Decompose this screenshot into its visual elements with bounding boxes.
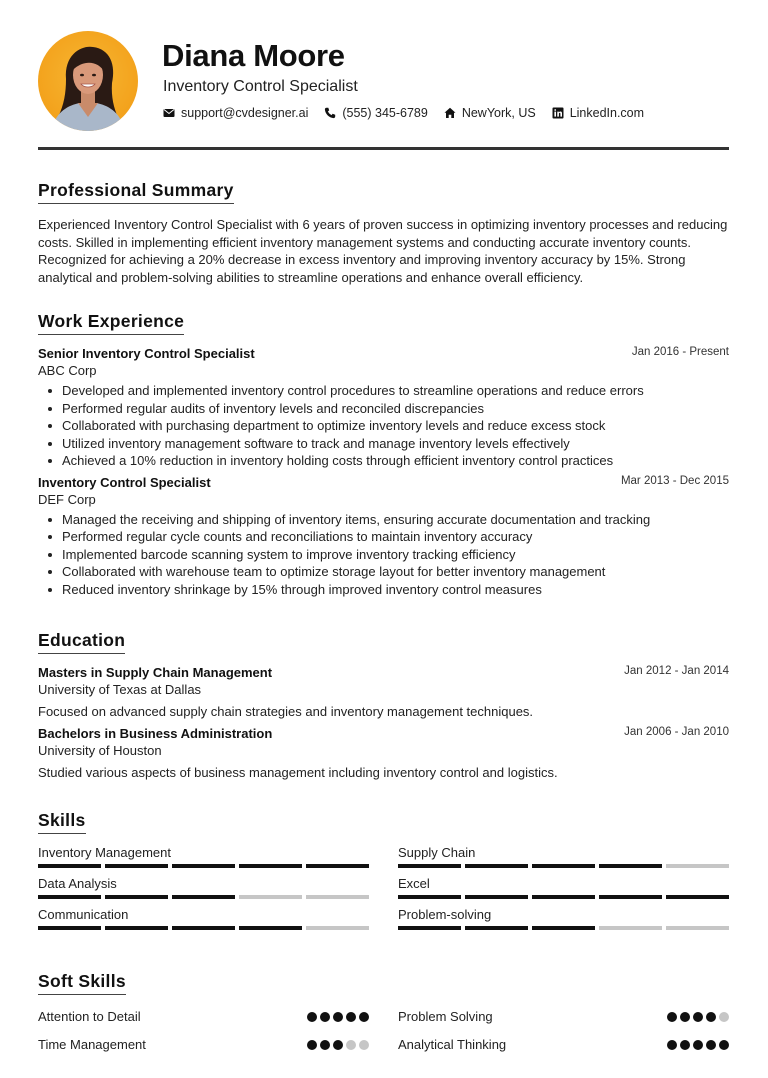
skill-level-segment [306, 864, 369, 868]
skill-level-segment [38, 895, 101, 899]
skill-item [38, 876, 369, 899]
contact-phone[interactable] [324, 106, 427, 120]
skill-level-segment [532, 895, 595, 899]
skill-name: Inventory Management [38, 845, 171, 860]
soft-skill-rating [667, 1012, 729, 1022]
job-bullet: Developed and implemented inventory control procedures to streamline operations and reduce errors [38, 382, 729, 400]
contact-linkedin-text: LinkedIn.com [569, 106, 645, 120]
job-title: Inventory Control Specialist [38, 474, 211, 490]
skill-level-segment [172, 864, 235, 868]
rating-dot [706, 1040, 716, 1050]
job-title: Senior Inventory Control Specialist [38, 346, 255, 361]
rating-dot [680, 1040, 690, 1050]
rating-dot [706, 1012, 716, 1022]
rating-dot [307, 1012, 317, 1022]
contact-location-text: NewYork, US [461, 106, 536, 120]
skill-level-segment [38, 864, 101, 868]
skills-section [38, 810, 729, 930]
rating-dot [320, 1012, 330, 1022]
skills-grid [38, 845, 729, 930]
skill-level-segment [465, 895, 528, 899]
skill-level-bar [398, 926, 729, 930]
soft-skill-name: Attention to Detail [38, 1009, 141, 1024]
skill-level-segment [666, 864, 729, 868]
degree-dates: Jan 2012 - Jan 2014 [624, 665, 729, 677]
soft-skills-heading: Soft Skills [38, 971, 126, 995]
skill-level-segment [599, 895, 662, 899]
skill-level-segment [666, 926, 729, 930]
rating-dot [346, 1012, 356, 1022]
skill-level-segment [465, 926, 528, 930]
job-dates: Jan 2016 - Present [631, 346, 729, 358]
soft-skill-item [398, 1037, 729, 1052]
avatar [38, 31, 138, 131]
soft-skill-rating [307, 1040, 369, 1050]
rating-dot [680, 1012, 690, 1022]
soft-skill-name: Analytical Thinking [398, 1037, 507, 1052]
job-bullet: Achieved a 10% reduction in inventory holding costs through efficient inventory control practices [38, 452, 729, 470]
contact-phone-text: (555) 345-6789 [342, 106, 428, 120]
education-section [38, 630, 729, 780]
skill-level-segment [398, 895, 461, 899]
skill-level-segment [532, 864, 595, 868]
candidate-title: Inventory Control Specialist [163, 78, 358, 95]
skill-level-segment [105, 926, 168, 930]
skill-level-segment [105, 895, 168, 899]
skill-level-segment [306, 926, 369, 930]
skill-level-segment [599, 926, 662, 930]
degree-name: Bachelors in Business Administration [38, 726, 273, 741]
skill-name: Communication [38, 907, 129, 922]
rating-dot [693, 1012, 703, 1022]
skill-item [398, 876, 729, 899]
skill-level-segment [398, 926, 461, 930]
linkedin-icon [552, 107, 564, 119]
skill-level-segment [306, 895, 369, 899]
job-bullet: Performed regular audits of inventory levels and reconciled discrepancies [38, 400, 729, 418]
rating-dot [719, 1012, 729, 1022]
skill-item [38, 845, 369, 868]
skill-name: Data Analysis [38, 876, 117, 891]
skill-level-segment [398, 864, 461, 868]
rating-dot [667, 1040, 677, 1050]
degree-name: Masters in Supply Chain Management [38, 665, 273, 680]
rating-dot [667, 1012, 677, 1022]
school-name: University of Houston [38, 743, 162, 758]
soft-skill-name: Problem Solving [398, 1009, 493, 1024]
soft-skill-item [38, 1009, 369, 1024]
job-bullets [38, 382, 729, 470]
contact-linkedin[interactable] [552, 106, 644, 120]
job-entry [38, 475, 729, 599]
rating-dot [359, 1012, 369, 1022]
skill-level-bar [38, 895, 369, 899]
education-heading: Education [38, 630, 125, 654]
summary-heading: Professional Summary [38, 180, 234, 204]
rating-dot [359, 1040, 369, 1050]
skill-level-bar [398, 864, 729, 868]
job-company: ABC Corp [38, 363, 97, 378]
degree-description: Studied various aspects of business management including inventory control and logistics. [38, 765, 558, 780]
job-bullet: Reduced inventory shrinkage by 15% through improved inventory control measures [38, 581, 729, 599]
contact-list [163, 106, 644, 120]
job-bullet: Collaborated with purchasing department to optimize inventory levels and reduce excess stock [38, 417, 729, 435]
skill-item [398, 845, 729, 868]
education-entry [38, 726, 729, 780]
contact-email[interactable] [163, 106, 308, 120]
skill-level-segment [172, 926, 235, 930]
phone-icon [324, 107, 336, 119]
job-company: DEF Corp [38, 491, 96, 507]
skill-item [398, 907, 729, 930]
rating-dot [333, 1040, 343, 1050]
degree-description: Focused on advanced supply chain strategies and inventory management techniques. [38, 704, 534, 719]
skill-level-bar [38, 926, 369, 930]
profile-photo [38, 31, 138, 131]
job-bullet: Implemented barcode scanning system to improve inventory tracking efficiency [38, 546, 729, 564]
rating-dot [719, 1040, 729, 1050]
job-dates: Mar 2013 - Dec 2015 [620, 474, 729, 487]
job-bullet: Collaborated with warehouse team to optimize storage layout for better inventory management [38, 563, 729, 581]
soft-skill-rating [307, 1012, 369, 1022]
contact-location [444, 106, 536, 120]
work-section [38, 311, 729, 598]
skill-level-segment [239, 895, 302, 899]
skills-heading: Skills [38, 810, 86, 834]
rating-dot [333, 1012, 343, 1022]
degree-dates: Jan 2006 - Jan 2010 [624, 726, 729, 738]
soft-skills-section [38, 971, 729, 1052]
skill-name: Problem-solving [398, 907, 492, 922]
contact-email-text: support@cvdesigner.ai [181, 106, 309, 120]
skill-level-segment [465, 864, 528, 868]
skill-level-segment [239, 926, 302, 930]
rating-dot [307, 1040, 317, 1050]
envelope-icon [163, 107, 175, 119]
skill-level-segment [532, 926, 595, 930]
job-bullet: Managed the receiving and shipping of inventory items, ensuring accurate documentation and tracking [38, 511, 729, 529]
skill-level-bar [398, 895, 729, 899]
resume-page [38, 0, 729, 1052]
skill-item [38, 907, 369, 930]
skill-level-segment [599, 864, 662, 868]
rating-dot [320, 1040, 330, 1050]
education-entry [38, 665, 729, 719]
soft-skill-name: Time Management [38, 1037, 146, 1052]
skill-level-segment [666, 895, 729, 899]
home-icon [444, 107, 456, 119]
soft-skills-grid [38, 1009, 729, 1052]
skill-level-segment [172, 895, 235, 899]
work-heading: Work Experience [38, 311, 184, 335]
soft-skill-rating [667, 1040, 729, 1050]
skill-level-segment [38, 926, 101, 930]
school-name: University of Texas at Dallas [38, 682, 202, 697]
job-entry [38, 346, 729, 470]
soft-skill-item [398, 1009, 729, 1024]
skill-level-segment [239, 864, 302, 868]
skill-name: Supply Chain [398, 845, 476, 860]
skill-level-segment [105, 864, 168, 868]
skill-name: Excel [398, 876, 430, 891]
summary-text: Experienced Inventory Control Specialist with 6 years of proven success in optimizing inventory processes and reducing costs. Skilled in implementing efficient inventory management systems and conducting accurate inventory counts. Recognized for achieving a 20% decrease in excess inventory and improving inventory accuracy by 15%. Strong analytical and problem-solving abilities to streamline operations and enhance overall efficiency. [38, 217, 728, 285]
skill-level-bar [38, 864, 369, 868]
job-bullet: Performed regular cycle counts and reconciliations to maintain inventory accuracy [38, 528, 729, 546]
rating-dot [693, 1040, 703, 1050]
rating-dot [346, 1040, 356, 1050]
job-bullet: Utilized inventory management software to track and manage inventory levels effectively [38, 435, 729, 453]
resume-header [38, 0, 729, 150]
job-bullets [38, 511, 729, 599]
soft-skill-item [38, 1037, 369, 1052]
candidate-name: Diana Moore [162, 38, 345, 73]
summary-section [38, 180, 729, 286]
